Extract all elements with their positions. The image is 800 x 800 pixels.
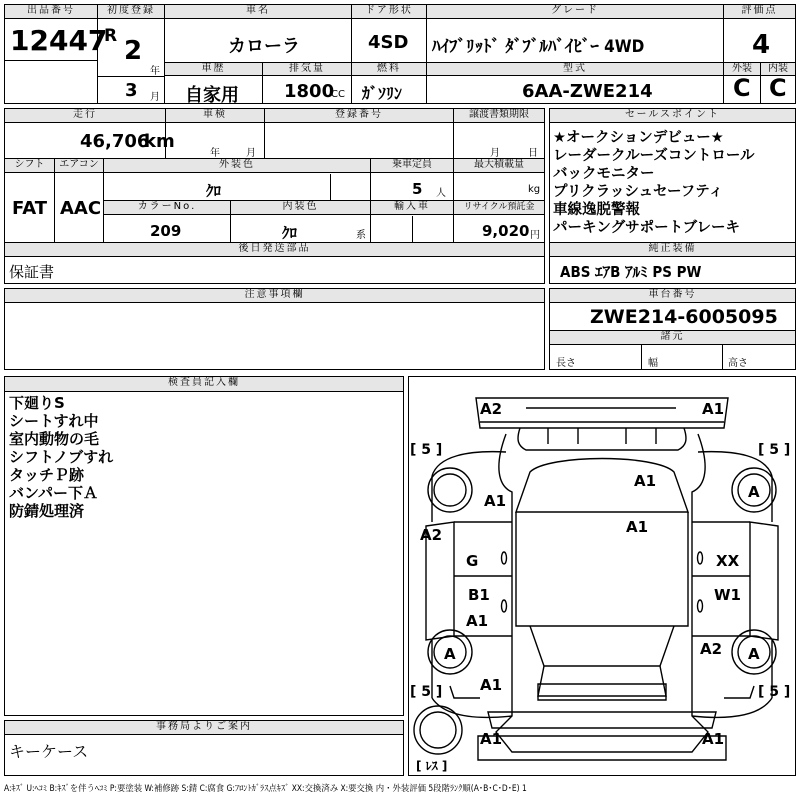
sales-point-item: ★オークションデビュー★ — [553, 130, 724, 146]
registration-number-label: 登録番号 — [265, 109, 453, 123]
grade-label: グレード — [427, 5, 723, 19]
mileage-label: 走行 — [5, 109, 165, 123]
notes-label: 注意事項欄 — [5, 289, 544, 303]
interior-color-label: 内装色 — [231, 201, 370, 215]
standard-equipment: ABS ｴｱB ｱﾙﾐ PS PW — [560, 263, 702, 281]
sales-point-item: レーダークルーズコントロール — [553, 148, 755, 164]
registration-year: 2 — [124, 36, 143, 66]
grade: ﾊｲﾌﾞﾘｯﾄﾞ ﾀﾞﾌﾞﾙﾊﾞｲﾋﾞｰ 4WD — [432, 37, 645, 57]
mark-front-bumper-left: A2 — [480, 400, 503, 418]
sales-points-list — [553, 129, 755, 237]
interior-label: 内装 — [761, 63, 795, 76]
chassis-label: 車台番号 — [550, 289, 795, 303]
km-unit: km — [144, 131, 175, 152]
exterior-color-label: 外装色 — [104, 159, 370, 173]
shift: FAT — [12, 198, 48, 219]
inspector-note: 防錆処理済 — [9, 502, 85, 520]
chassis-number: ZWE214-6005095 — [590, 306, 778, 328]
tire-tread-rear-right: [ 5 ] — [758, 684, 791, 700]
sales-point-item: パーキングサポートブレーキ — [553, 220, 741, 236]
car-name: カローラ — [228, 36, 300, 57]
month-unit: 月 — [150, 92, 160, 103]
mark-rear-door-right: W1 — [714, 586, 741, 604]
inspector-note: シフトノブすれ — [9, 448, 114, 466]
mark-front-door-right: XX — [716, 552, 740, 570]
person-unit: 人 — [436, 188, 446, 199]
inspector-notes — [9, 394, 113, 520]
inspection-year-unit: 年 — [210, 148, 220, 159]
exterior-score: C — [733, 74, 751, 102]
inspector-note: 室内動物の毛 — [9, 430, 100, 448]
legend: A:ｷｽﾞ U:ﾍｺﾐ B:ｷｽﾞを伴うﾍｺﾐ P:要塗装 W:補修跡 S:錆 C:腐食 G:ﾌﾛﾝﾄｶﾞﾗｽ点ｷｽﾞ XX:交換済み X:要交換 内・外装評価 5段階ﾗﾝｸ順(A･B･C･D･E) 1 — [4, 783, 527, 793]
registration-month: 3 — [125, 80, 138, 101]
exterior-label: 外装 — [724, 63, 760, 76]
mark-rear-door-left-a: A1 — [466, 612, 489, 630]
history: 自家用 — [185, 85, 239, 106]
mark-side-left: A2 — [420, 526, 443, 544]
capacity: 5 — [412, 180, 423, 198]
specs-label: 諸元 — [550, 331, 795, 345]
interior-color-unit: 系 — [356, 230, 366, 241]
year-unit: 年 — [150, 66, 160, 77]
fuel-label: 燃料 — [352, 63, 426, 76]
shift-label: シフト — [5, 159, 54, 173]
fuel: ｶﾞｿﾘﾝ — [362, 84, 403, 103]
era: R — [104, 26, 118, 46]
history-label: 車歴 — [165, 63, 262, 76]
height-label: 高さ — [728, 358, 748, 369]
mark-rear-door-left-b: B1 — [468, 586, 490, 604]
recycle-deposit: 9,020 — [482, 222, 530, 240]
interior-score: C — [769, 74, 787, 102]
shipping-parts: 保証書 — [9, 263, 55, 281]
mark-front-door-left: G — [466, 552, 479, 570]
mark-rear-bumper-right: A1 — [702, 730, 725, 748]
inspector-label: 検査員記入欄 — [5, 377, 403, 392]
tire-tread-front-left: [ 5 ] — [410, 442, 443, 458]
displacement: 1800 — [284, 81, 335, 102]
interior-color: ｸﾛ — [282, 224, 298, 242]
displacement-label: 排気量 — [263, 63, 351, 76]
transfer-day-unit: 日 — [528, 148, 538, 159]
max-load-label: 最大積載量 — [454, 159, 544, 173]
mark-roof: A1 — [634, 472, 657, 490]
recycle-label: リサイクル預託金 — [454, 201, 544, 215]
mark-rear-fender-right: A2 — [700, 640, 723, 658]
mark-front-tire-right: A — [748, 483, 760, 501]
sales-point-item: プリクラッシュセーフティ — [553, 184, 724, 200]
mark-rear-tire-left: A — [444, 645, 456, 663]
mark-front-bumper-right: A1 — [702, 400, 725, 418]
tire-tread-front-right: [ 5 ] — [758, 442, 791, 458]
aircon-label: エアコン — [55, 159, 103, 173]
mark-rear-tire-right: A — [748, 645, 760, 663]
car-damage-diagram — [408, 376, 796, 776]
mark-rear-fender-left: A1 — [480, 676, 503, 694]
color-number: 209 — [150, 222, 182, 240]
inspection-month-unit: 月 — [246, 148, 256, 159]
mileage: 46,706 — [80, 131, 150, 152]
inspection-label: 車検 — [166, 109, 264, 123]
mark-front-fender-left: A1 — [484, 492, 507, 510]
capacity-label: 乗車定員 — [371, 159, 453, 173]
spare-tire-status: [ ﾚｽ ] — [416, 759, 448, 773]
cc-unit: CC — [331, 89, 345, 100]
exterior-color: ｸﾛ — [206, 182, 222, 200]
inspector-note: タッチＰ跡 — [9, 466, 85, 484]
sales-points-label: セールスポイント — [550, 109, 795, 123]
office-label: 事務局よりご案内 — [5, 721, 403, 735]
transfer-deadline-label: 譲渡書類期限 — [454, 109, 544, 123]
score-label: 評価点 — [724, 5, 795, 19]
sales-point-item: バックモニター — [553, 166, 655, 182]
tire-tread-rear-left: [ 5 ] — [410, 684, 443, 700]
first-registration-label: 初度登録 — [98, 5, 164, 19]
color-number-label: カラーNo. — [104, 201, 230, 215]
import-label: 輸入車 — [371, 201, 453, 215]
yen-unit: 円 — [530, 230, 540, 241]
inspector-note: シートすれ中 — [9, 412, 99, 430]
standard-equipment-label: 純正装備 — [550, 243, 795, 257]
sales-point-item: 車線逸脱警報 — [553, 202, 640, 218]
kg-unit: kg — [528, 184, 541, 195]
width-label: 幅 — [648, 358, 658, 369]
mark-glass: A1 — [626, 518, 649, 536]
length-label: 長さ — [556, 358, 576, 369]
door-label: ドア形状 — [352, 5, 426, 19]
transfer-month-unit: 月 — [490, 148, 500, 159]
score: 4 — [752, 30, 771, 60]
car-name-label: 車名 — [165, 5, 351, 19]
shipping-parts-label: 後日発送部品 — [5, 243, 544, 257]
lot-number: 12447 — [10, 24, 108, 57]
aircon: AAC — [60, 198, 102, 219]
office-note: キーケース — [9, 742, 89, 761]
mark-rear-bumper-left: A1 — [480, 730, 503, 748]
model-label: 型式 — [427, 63, 723, 76]
model: 6AA-ZWE214 — [522, 81, 653, 102]
lot-number-label: 出品番号 — [5, 5, 97, 19]
inspector-note: 下廻りS — [9, 394, 65, 412]
inspector-note: バンパー下Ａ — [9, 484, 98, 502]
door-type: 4SD — [368, 32, 409, 53]
